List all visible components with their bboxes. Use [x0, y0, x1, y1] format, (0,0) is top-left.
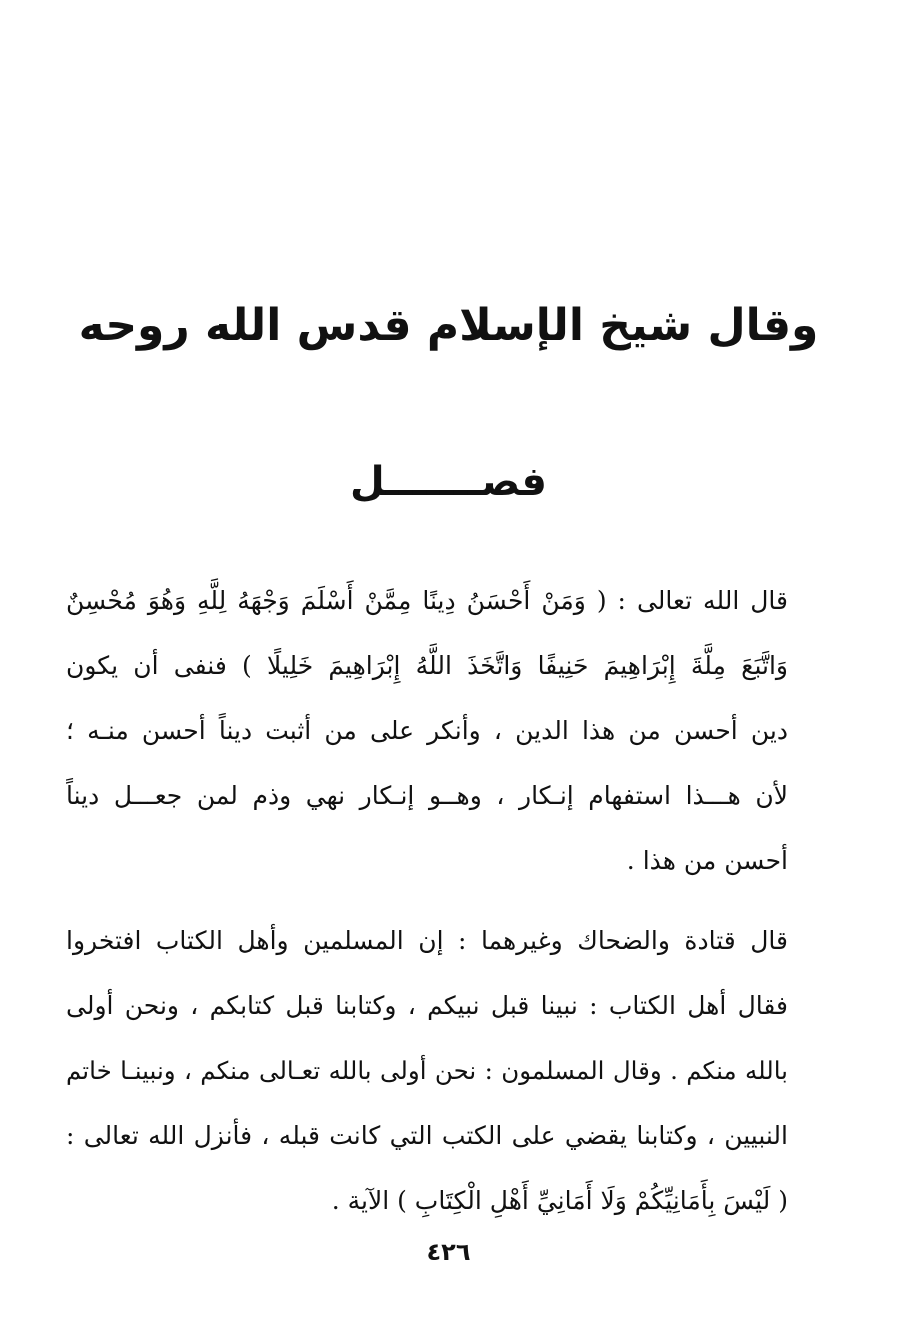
paragraph-line: قال الله تعالى : ( وَمَنْ أَحْسَنُ دِينًا مِمَّنْ أَسْلَمَ وَجْهَهُ لِلَّهِ وَهُوَ مُحْسِنٌ — [66, 586, 788, 615]
paragraph-line: بالله منكم . وقال المسلمون : نحن أولى بالله تعـالى منكم ، ونبينـا خاتم — [66, 1056, 788, 1085]
paragraph-line: قال قتادة والضحاك وغيرهما : إن المسلمين وأهل الكتاب افتخروا — [66, 926, 788, 955]
section-heading: فصـــــــل — [349, 459, 547, 505]
paragraph-line: فقال أهل الكتاب : نبينا قبل نبيكم ، وكتابنا قبل كتابكم ، ونحن أولى — [66, 991, 788, 1020]
paragraph-line: وَاتَّبَعَ مِلَّةَ إِبْرَاهِيمَ حَنِيفًا وَاتَّخَذَ اللَّهُ إِبْرَاهِيمَ خَلِيلًا ) فنفى أن يكون — [66, 651, 788, 680]
page-number: ٤٢٦ — [426, 1238, 471, 1266]
paragraph-line: ( لَيْسَ بِأَمَانِيِّكُمْ وَلَا أَمَانِيِّ أَهْلِ الْكِتَابِ ) الآية . — [331, 1186, 788, 1215]
paragraph-line: النبيين ، وكتابنا يقضي على الكتب التي كانت قبله ، فأنزل الله تعالى : — [66, 1121, 788, 1150]
paragraph-line: أحسن من هذا . — [626, 846, 788, 875]
paragraph-2 — [66, 908, 788, 1233]
page-title: وقال شيخ الإسلام قدس الله روحه — [78, 300, 819, 351]
paragraph-line: لأن هـــذا استفهام إنـكار ، وهــو إنـكار نهي وذم لمن جعـــل ديناً — [66, 781, 788, 810]
paragraph-1 — [66, 568, 788, 893]
paragraph-line: دين أحسن من هذا الدين ، وأنكر على من أثبت ديناً أحسن منـه ؛ — [66, 716, 788, 745]
